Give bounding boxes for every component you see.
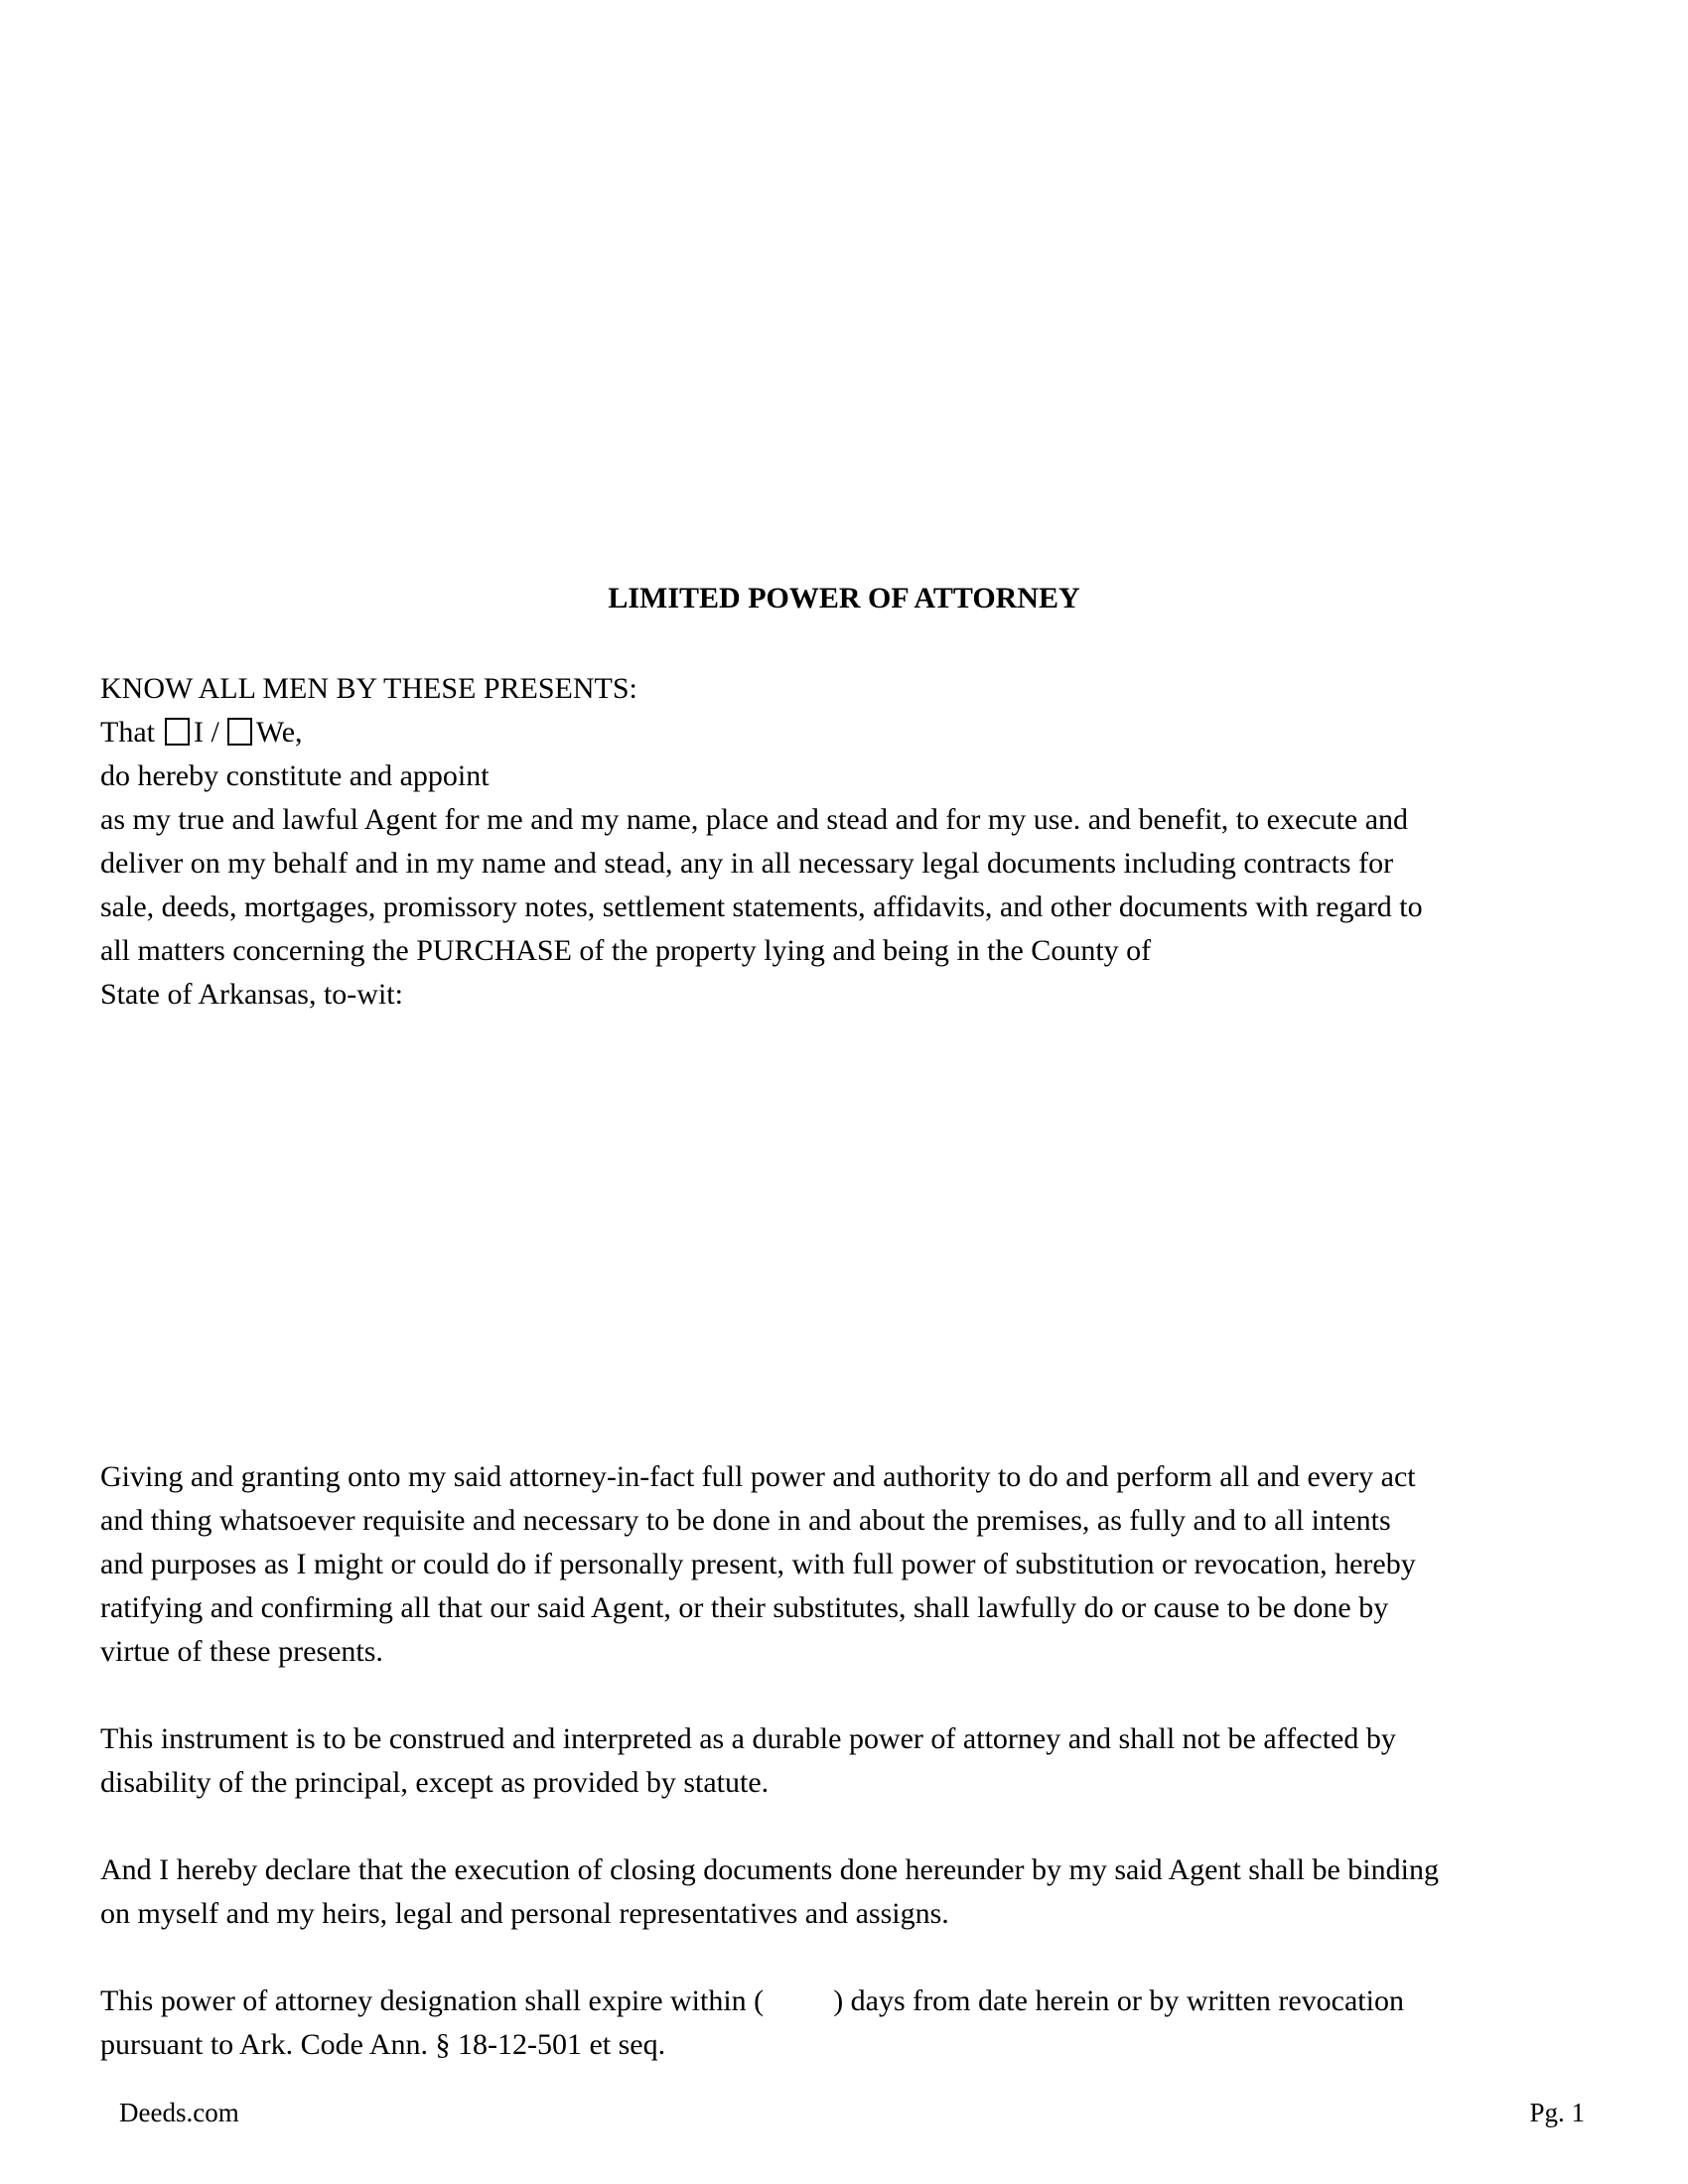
option-we-label: We,	[255, 716, 303, 749]
footer-brand: Deeds.com	[119, 2098, 239, 2127]
expire-line-2: pursuant to Ark. Code Ann. § 18-12-501 et seq.	[100, 2028, 666, 2061]
that-prefix: That	[100, 716, 155, 749]
paragraph-declare	[100, 1848, 1610, 1936]
intro-line-agent: as my true and lawful Agent for me and my name, place and stead and for my use. and benefit, to execute and	[100, 803, 1409, 836]
intro-line-state: State of Arkansas, to-wit:	[100, 978, 403, 1011]
expire-after-blank: ) days from date herein or by written revocation	[833, 1984, 1404, 2017]
paragraph-line: disability of the principal, except as provided by statute.	[100, 1766, 770, 1799]
paragraph-line: And I hereby declare that the execution of closing documents done hereunder by my said Agent shall be binding	[100, 1853, 1439, 1886]
paragraph-line: on myself and my heirs, legal and personal representatives and assigns.	[100, 1897, 949, 1930]
checkbox-i[interactable]	[165, 718, 190, 746]
paragraph-expire	[100, 1979, 1610, 2067]
paragraph-durable	[100, 1717, 1610, 1805]
paragraph-line: and purposes as I might or could do if personally present, with full power of substitution or revocation, hereby	[100, 1548, 1416, 1580]
intro-line-sale: sale, deeds, mortgages, promissory notes, settlement statements, affidavits, and other documents with regard to	[100, 890, 1423, 923]
intro-line-know-all-men: KNOW ALL MEN BY THESE PRESENTS:	[100, 672, 637, 705]
intro-line-that	[100, 711, 1610, 754]
intro-line-deliver: deliver on my behalf and in my name and stead, any in all necessary legal documents including contracts for	[100, 847, 1394, 880]
paragraph-line: Giving and granting onto my said attorney-in-fact full power and authority to do and perform all and every act	[100, 1460, 1416, 1493]
paragraph-line: This instrument is to be construed and interpreted as a durable power of attorney and shall not be affected by	[100, 1722, 1396, 1755]
footer-page-number: Pg. 1	[1529, 2098, 1585, 2127]
expire-line-1	[100, 1979, 1610, 2023]
intro-section	[100, 667, 1610, 1017]
checkbox-we[interactable]	[227, 718, 252, 746]
expire-before-blank: This power of attorney designation shall expire within (	[100, 1984, 765, 2017]
intro-line-appoint: do hereby constitute and appoint	[100, 759, 490, 792]
option-i-label: I /	[193, 716, 219, 749]
paragraph-giving	[100, 1455, 1610, 1674]
intro-line-matters: all matters concerning the PURCHASE of the property lying and being in the County of	[100, 934, 1152, 967]
document-title: LIMITED POWER OF ATTORNEY	[608, 582, 1080, 614]
paragraph-line: and thing whatsoever requisite and necessary to be done in and about the premises, as fully and to all intents	[100, 1504, 1391, 1537]
paragraph-line: ratifying and confirming all that our said Agent, or their substitutes, shall lawfully do or cause to be done by	[100, 1591, 1389, 1624]
paragraph-line: virtue of these presents.	[100, 1635, 383, 1668]
